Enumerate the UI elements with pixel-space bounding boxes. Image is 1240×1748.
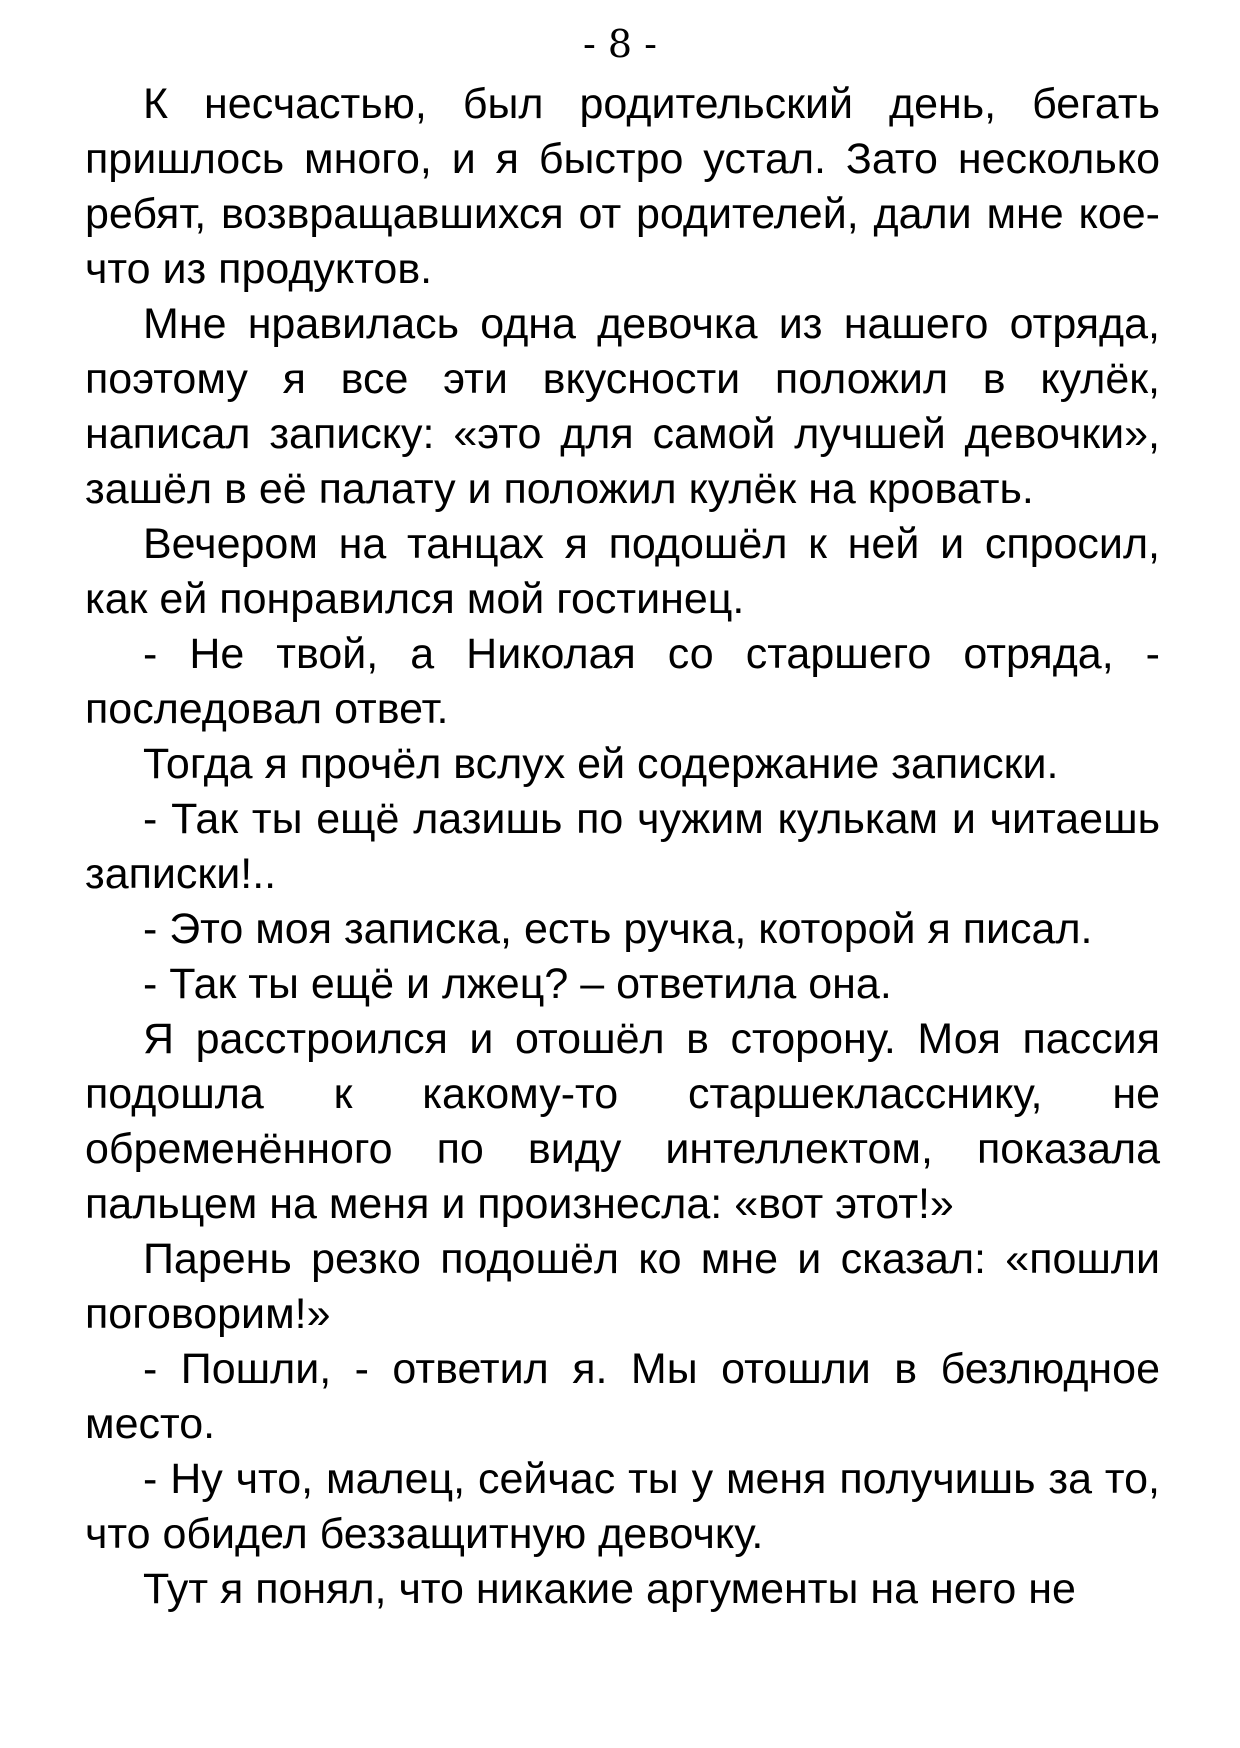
paragraph-7: - Это моя записка, есть ручка, которой я писал. [143, 905, 1093, 953]
paragraph-6: - Так ты ещё лазишь по чужим кулькам и читаешь записки!.. [85, 795, 1160, 898]
paragraph-5: Тогда я прочёл вслух ей содержание записки. [143, 740, 1059, 788]
paragraph-9: Я расстроился и отошёл в сторону. Моя пассия подошла к какому-то старшекласснику, не обременённого по виду интеллектом, показала пальцем на меня и произнесла: «вот этот!» [85, 1015, 1160, 1228]
paragraph-3: Вечером на танцах я подошёл к ней и спросил, как ей понравился мой гостинец. [85, 520, 1160, 623]
paragraph-13: Тут я понял, что никакие аргументы на него не [143, 1565, 1076, 1613]
paragraph-4: - Не твой, а Николая со старшего отряда, - последовал ответ. [85, 630, 1160, 733]
paragraph-12: - Ну что, малец, сейчас ты у меня получишь за то, что обидел беззащитную девочку. [85, 1455, 1160, 1558]
paragraph-8: - Так ты ещё и лжец? – ответила она. [143, 960, 892, 1008]
text-body [85, 77, 1160, 1617]
paragraph-2: Мне нравилась одна девочка из нашего отряда, поэтому я все эти вкусности положил в кулёк, написал записку: «это для самой лучшей девочки», зашёл в её палату и положил кулёк на кровать. [85, 300, 1160, 513]
page-number: - 8 - [582, 22, 657, 66]
paragraph-1: К несчастью, был родительский день, бегать пришлось много, и я быстро устал. Зато несколько ребят, возвращавшихся от родителей, дали мне кое-что из продуктов. [85, 80, 1160, 293]
paragraph-10: Парень резко подошёл ко мне и сказал: «пошли поговорим!» [85, 1235, 1160, 1338]
paragraph-11: - Пошли, - ответил я. Мы отошли в безлюдное место. [85, 1345, 1160, 1448]
